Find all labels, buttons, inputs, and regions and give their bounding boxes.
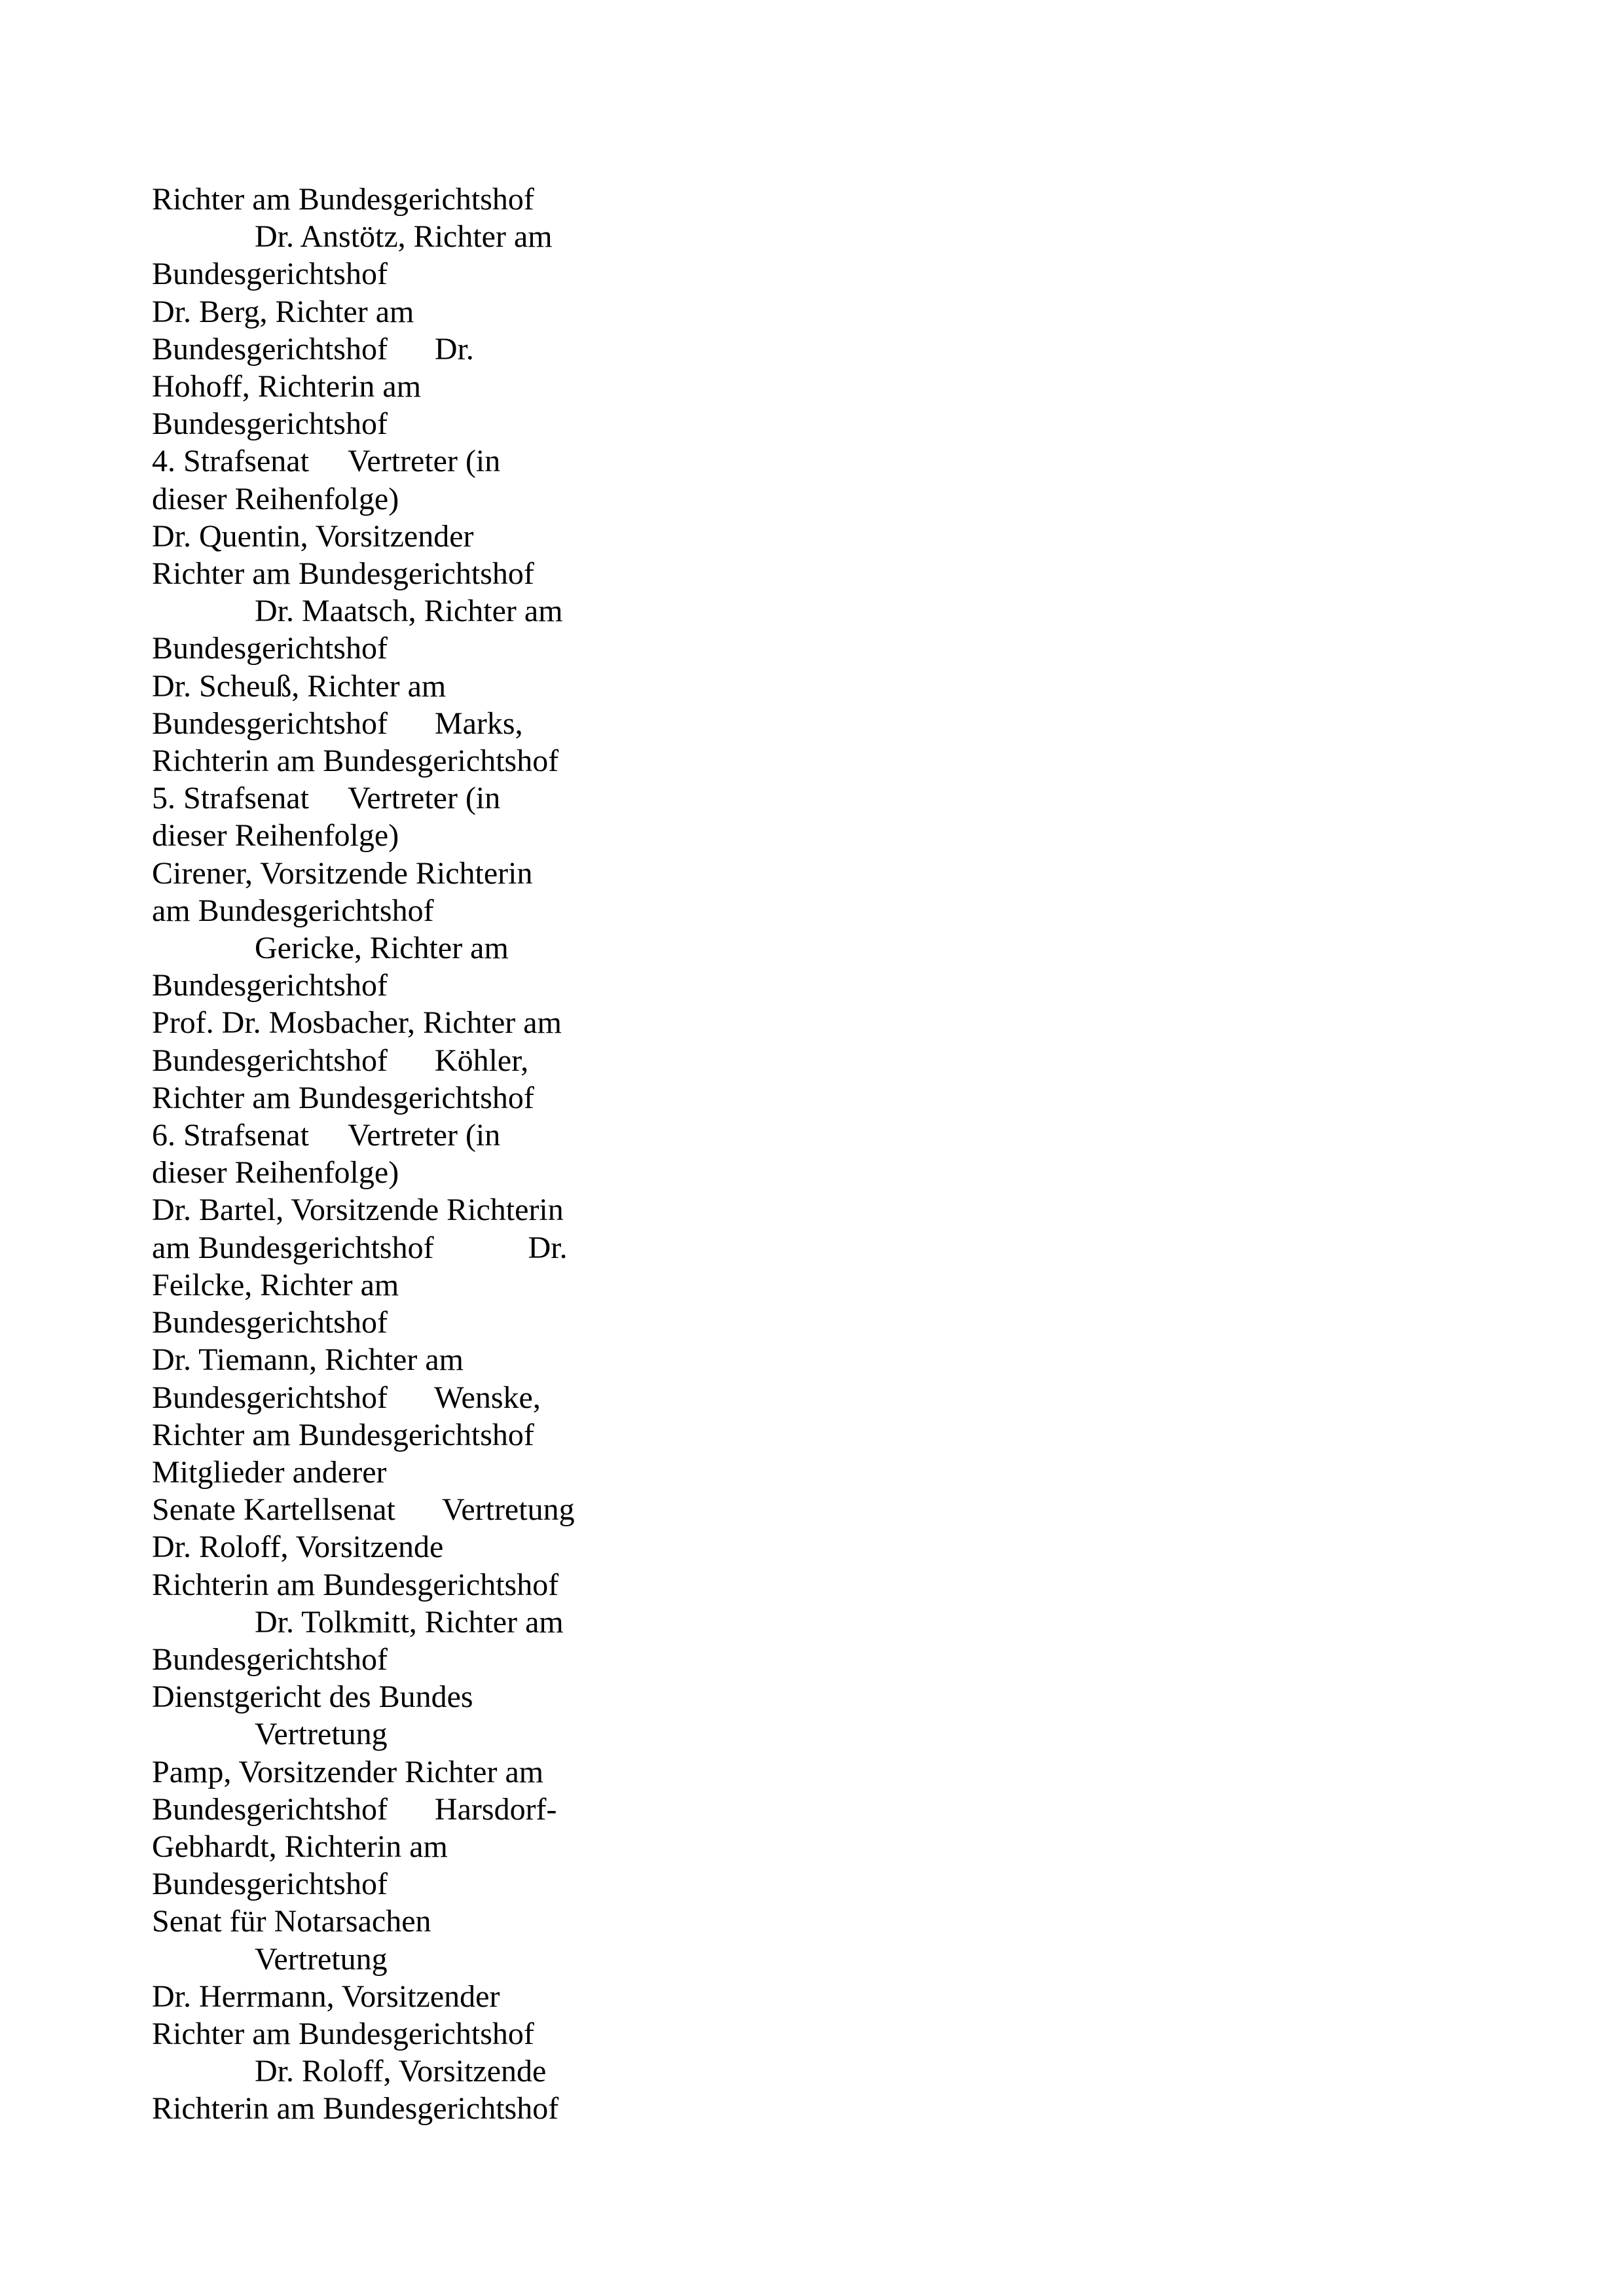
text-line: Bundesgerichtshof xyxy=(152,968,388,1003)
text-line: Bundesgerichtshof xyxy=(152,1641,388,1677)
text-line: Mitglieder anderer xyxy=(152,1454,387,1490)
text-line: Richter am Bundesgerichtshof xyxy=(152,2016,534,2051)
text-line: Senate Kartellsenat Vertretung xyxy=(152,1492,575,1528)
text-line: Richter am Bundesgerichtshof xyxy=(152,1080,534,1115)
text-line: Bundesgerichtshof Marks, xyxy=(152,706,523,741)
text-line: Bundesgerichtshof Köhler, xyxy=(152,1043,529,1078)
text-line: Richterin am Bundesgerichtshof xyxy=(152,2091,559,2126)
text-line: Gericke, Richter am xyxy=(255,931,509,966)
text-line: Dienstgericht des Bundes xyxy=(152,1679,473,1715)
text-line: Dr. Berg, Richter am xyxy=(152,294,414,329)
text-line: Bundesgerichtshof Harsdorf- xyxy=(152,1791,557,1827)
text-line: Vertretung xyxy=(255,1717,388,1752)
text-line: Dr. Roloff, Vorsitzende xyxy=(152,1530,444,1565)
text-line: Bundesgerichtshof Dr. xyxy=(152,331,474,367)
text-line: Hohoff, Richterin am xyxy=(152,369,422,404)
text-line: dieser Reihenfolge) xyxy=(152,481,399,516)
text-line: Dr. Maatsch, Richter am xyxy=(255,594,563,629)
text-line: Cirener, Vorsitzende Richterin xyxy=(152,855,533,891)
text-line: 4. Strafsenat Vertreter (in xyxy=(152,444,501,479)
text-line: Bundesgerichtshof xyxy=(152,1867,388,1902)
text-line: Vertretung xyxy=(255,1941,388,1977)
text-line: Bundesgerichtshof xyxy=(152,631,388,666)
text-line: Prof. Dr. Mosbacher, Richter am xyxy=(152,1005,562,1041)
text-line: Bundesgerichtshof xyxy=(152,257,388,292)
text-line: Richterin am Bundesgerichtshof xyxy=(152,1567,559,1602)
text-line: Pamp, Vorsitzender Richter am xyxy=(152,1754,544,1789)
text-line: Dr. Roloff, Vorsitzende xyxy=(255,2054,547,2089)
text-line: Dr. Scheuß, Richter am xyxy=(152,668,447,704)
text-line: 5. Strafsenat Vertreter (in xyxy=(152,781,501,816)
text-line: am Bundesgerichtshof xyxy=(152,893,434,928)
text-line: Dr. Herrmann, Vorsitzender xyxy=(152,1979,500,2014)
text-line: Bundesgerichtshof xyxy=(152,406,388,442)
text-line: Richter am Bundesgerichtshof xyxy=(152,182,534,217)
text-line: Richter am Bundesgerichtshof xyxy=(152,556,534,592)
text-line: Feilcke, Richter am xyxy=(152,1267,399,1302)
text-line: 6. Strafsenat Vertreter (in xyxy=(152,1118,501,1153)
text-line: Bundesgerichtshof xyxy=(152,1305,388,1340)
text-line: Dr. Quentin, Vorsitzender xyxy=(152,518,474,554)
text-line: Dr. Tolkmitt, Richter am xyxy=(255,1604,564,1640)
text-line: Dr. Anstötz, Richter am xyxy=(255,219,553,255)
text-line: Richter am Bundesgerichtshof xyxy=(152,1417,534,1452)
text-line: Bundesgerichtshof Wenske, xyxy=(152,1380,541,1415)
text-line: Dr. Tiemann, Richter am xyxy=(152,1342,464,1378)
text-line: Gebhardt, Richterin am xyxy=(152,1829,448,1864)
text-line: Senat für Notarsachen xyxy=(152,1904,431,1939)
text-line: dieser Reihenfolge) xyxy=(152,1155,399,1191)
text-line: Richterin am Bundesgerichtshof xyxy=(152,744,559,779)
text-line: Dr. Bartel, Vorsitzende Richterin xyxy=(152,1193,564,1228)
text-line: am Bundesgerichtshof Dr. xyxy=(152,1230,568,1265)
text-line: dieser Reihenfolge) xyxy=(152,818,399,853)
text-column xyxy=(152,181,610,2128)
